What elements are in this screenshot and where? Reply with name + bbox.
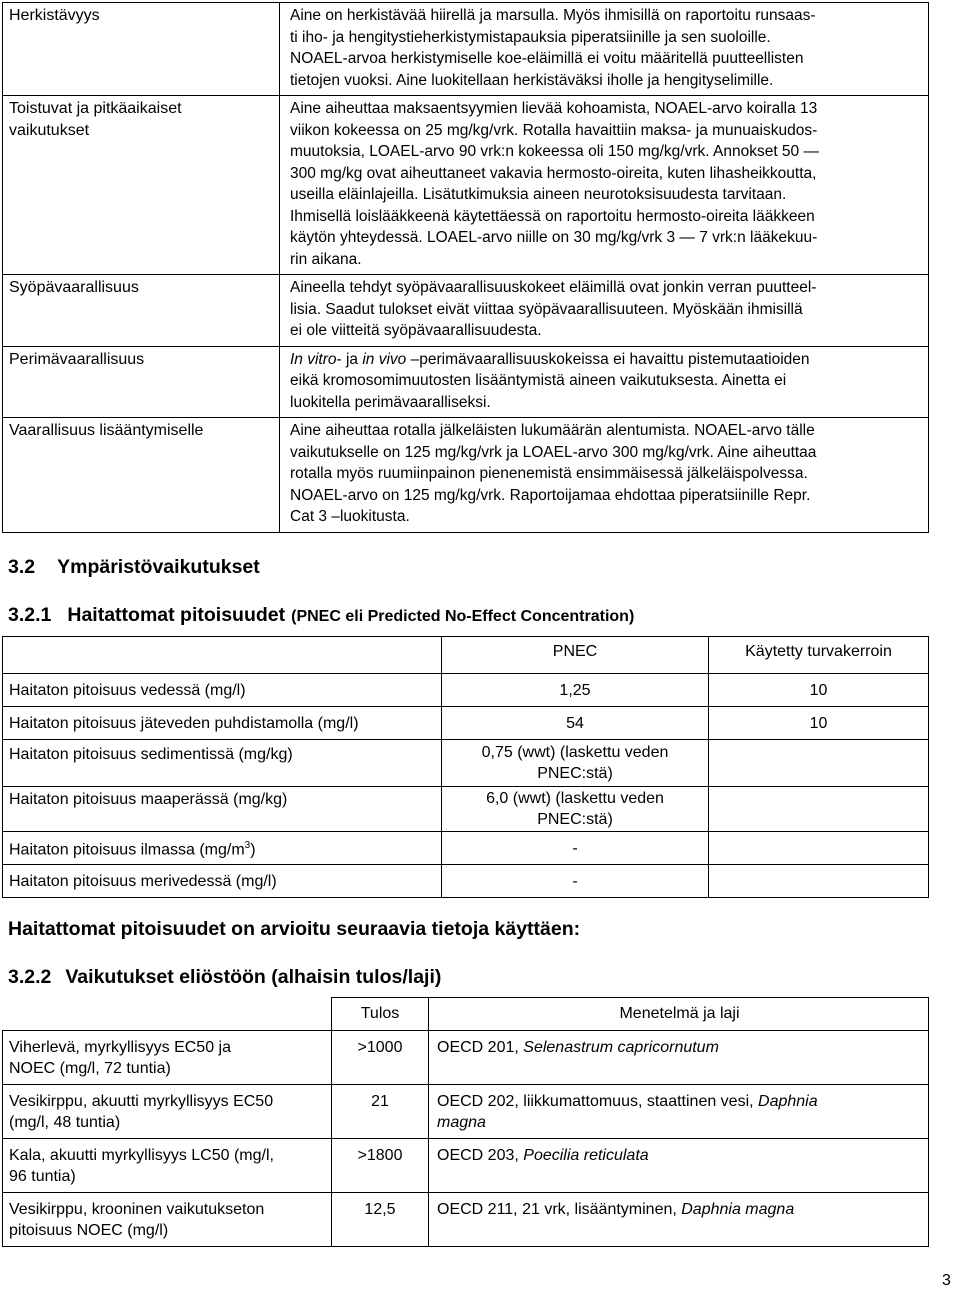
table-row — [3, 787, 929, 832]
row-label-line: Vesikirppu, krooninen vaikutukseton — [9, 1200, 265, 1218]
text-line: Cat 3 –luokitusta. — [290, 508, 410, 525]
text-fragment: perimävaarallisuuskokeissa ei havaittu pistemutaatioiden — [419, 350, 810, 368]
method-species — [429, 1192, 929, 1246]
text-line: tietojen vuoksi. Aine luokitellaan herkistäväksi iholle ja hengityselimille. — [290, 71, 774, 89]
table-header-row — [3, 637, 929, 674]
text-line: viikon kokeessa on 25 mg/kg/vrk. Rotalla havaittiin maksa- ja munuaiskudos- — [290, 121, 818, 139]
section-number: 3.2 — [8, 556, 36, 578]
italic-term: in vivo — [362, 350, 407, 368]
table-row — [3, 707, 929, 740]
result-value: 21 — [332, 1084, 429, 1138]
text-fragment: - ja — [336, 350, 363, 368]
text-line: Aine on herkistävää hiirellä ja marsulla. Myös ihmisillä on raportoitu runsaas- — [290, 7, 816, 24]
row-value — [280, 3, 929, 96]
column-header: Menetelmä ja laji — [429, 998, 929, 1031]
text-line: NOAEL-arvo on 125 mg/kg/vrk. Raportoijamaa ehdottaa piperatsiinille Repr. — [290, 486, 811, 504]
italic-term: In vitro — [290, 350, 337, 368]
row-label: Haitaton pitoisuus merivedessä (mg/l) — [3, 865, 442, 898]
pnec-value — [442, 740, 709, 787]
row-label — [3, 832, 442, 865]
text-fragment: – — [406, 350, 420, 368]
section-title: Haitattomat pitoisuudet — [67, 604, 286, 626]
section-title: Vaikutukset eliöstöön (alhaisin tulos/laji) — [65, 966, 442, 988]
text-line: Aine aiheuttaa rotalla jälkeläisten lukumäärän alentumista. NOAEL-arvo tälle — [290, 422, 815, 439]
species-name: Poecilia reticulata — [523, 1146, 649, 1164]
text-line: Ihmisellä loislääkkeenä käytettäessä on raportoitu hermosto-oireita lääkkeen — [290, 207, 815, 225]
safety-factor: 10 — [709, 707, 929, 740]
section-number: 3.2.2 — [8, 966, 52, 988]
section-heading-3-2-2 — [8, 966, 441, 989]
pnec-value-line: PNEC:stä) — [537, 765, 613, 782]
column-header: Käytetty turvakerroin — [709, 637, 929, 674]
safety-factor — [709, 832, 929, 865]
pnec-value-line: 6,0 (wwt) (laskettu veden — [486, 790, 664, 807]
row-value — [280, 275, 929, 347]
column-header: PNEC — [442, 637, 709, 674]
table-row — [3, 832, 929, 865]
text-line: ei ole viitteitä syöpävaarallisuudesta. — [290, 322, 542, 339]
method-species — [429, 1138, 929, 1192]
row-value — [280, 346, 929, 418]
text-line: lisia. Saadut tulokset eivät viittaa syöpävaarallisuuteen. Myöskään ihmisillä — [290, 300, 803, 318]
column-header — [3, 637, 442, 674]
section-heading-3-2 — [8, 556, 260, 579]
pnec-table — [2, 636, 929, 898]
result-value: >1800 — [332, 1138, 429, 1192]
table-row — [3, 674, 929, 707]
result-value: 12,5 — [332, 1192, 429, 1246]
section-subtitle: (PNEC eli Predicted No-Effect Concentration) — [291, 608, 635, 625]
row-label-text: Vaarallisuus lisääntymiselle — [9, 422, 204, 439]
table-row — [3, 418, 929, 533]
row-value — [280, 418, 929, 533]
table-header-row — [3, 998, 929, 1031]
method-text: OECD 203, — [437, 1146, 524, 1164]
row-label-line: (mg/l, 48 tuntia) — [9, 1114, 121, 1131]
pnec-value — [442, 787, 709, 832]
text-line: rin aikana. — [290, 250, 362, 268]
text-line: käytön yhteydessä. LOAEL-arvo niille on 30 mg/kg/vrk 3 — 7 vrk:n lääkekuu- — [290, 229, 818, 246]
table-row — [3, 275, 929, 347]
organism-effects-table — [2, 997, 929, 1247]
pnec-value-line: 0,75 (wwt) (laskettu veden — [481, 744, 669, 761]
safety-factor — [709, 865, 929, 898]
row-label: Haitaton pitoisuus vedessä (mg/l) — [3, 674, 442, 707]
text-line: rotalla myös ruumiinpainon pienenemistä ensimmäisessä jälkeläispolvessa. — [290, 465, 808, 482]
species-name: Selenastrum capricornutum — [523, 1038, 719, 1056]
row-label — [3, 346, 280, 418]
row-label — [3, 1084, 332, 1138]
table-row — [3, 346, 929, 418]
row-value — [280, 96, 929, 275]
safety-factor — [709, 787, 929, 832]
row-label-line: Vesikirppu, akuutti myrkyllisyys EC50 — [9, 1092, 274, 1110]
column-header: Tulos — [332, 998, 429, 1031]
row-label-line: NOEC (mg/l, 72 tuntia) — [9, 1060, 171, 1077]
text-line: vaikutukselle on 125 mg/kg/vrk ja LOAEL-arvo 300 mg/kg/vrk. Aine aiheuttaa — [290, 443, 817, 461]
species-name: Daphnia — [758, 1092, 818, 1110]
section-number: 3.2.1 — [8, 604, 52, 626]
table-row — [3, 740, 929, 787]
text-line: muutoksia, LOAEL-arvo 90 vrk:n kokeessa oli 150 mg/kg/vrk. Annokset 50 — — [290, 143, 819, 160]
row-label — [3, 418, 280, 533]
row-label — [3, 96, 280, 275]
row-label: Haitaton pitoisuus sedimentissä (mg/kg) — [3, 740, 442, 787]
row-label — [3, 1030, 332, 1084]
row-label — [3, 275, 280, 347]
row-label-line: Viherlevä, myrkyllisyys EC50 ja — [9, 1038, 231, 1056]
row-label: Haitaton pitoisuus jäteveden puhdistamolla (mg/l) — [3, 707, 442, 740]
row-label-text: Toistuvat ja pitkäaikaiset — [9, 100, 182, 117]
text-line: Aine aiheuttaa maksaentsyymien lievää kohoamista, NOAEL-arvo koiralla 13 — [290, 100, 818, 117]
page-number: 3 — [942, 1272, 951, 1289]
text-line: eikä kromosomimuutosten lisääntymistä aineen vaikutuksesta. Ainetta ei — [290, 372, 787, 389]
text-line: NOAEL-arvoa herkistymiselle koe-eläimillä ei voitu määritellä puutteellisten — [290, 50, 804, 67]
row-label-text: Haitaton pitoisuus ilmassa (mg/m — [9, 841, 245, 859]
row-label-line: Kala, akuutti myrkyllisyys LC50 (mg/l, — [9, 1146, 274, 1164]
row-label-text: Herkistävyys — [9, 7, 100, 24]
row-label-text: ) — [250, 841, 256, 859]
result-value: >1000 — [332, 1030, 429, 1084]
method-text: OECD 201, — [437, 1038, 524, 1056]
row-label-line: pitoisuus NOEC (mg/l) — [9, 1222, 169, 1239]
row-label-text: vaikutukset — [9, 121, 90, 139]
table-row — [3, 865, 929, 898]
row-label — [3, 3, 280, 96]
pnec-value: 54 — [442, 707, 709, 740]
safety-factor: 10 — [709, 674, 929, 707]
species-name: magna — [437, 1114, 486, 1131]
row-label-text: Syöpävaarallisuus — [9, 279, 139, 296]
text-line: luokitella perimävaaralliseksi. — [290, 393, 491, 411]
text-line — [290, 349, 920, 371]
method-text: OECD 202, liikkumattomuus, staattinen vesi, — [437, 1092, 759, 1110]
method-species — [429, 1084, 929, 1138]
row-label-line: 96 tuntia) — [9, 1168, 76, 1185]
table-row — [3, 1192, 929, 1246]
method-text: OECD 211, 21 vrk, lisääntyminen, — [437, 1200, 682, 1218]
table-row — [3, 1030, 929, 1084]
table-row — [3, 3, 929, 96]
section-title: Ympäristövaikutukset — [57, 556, 260, 578]
superscript: 3 — [244, 840, 251, 852]
text-line: 300 mg/kg ovat aiheuttaneet vakavia hermosto-oireita, kuten lihasheikkoutta, — [290, 164, 817, 182]
text-line: Aineella tehdyt syöpävaarallisuuskokeet eläimillä ovat jonkin verran puutteel- — [290, 279, 817, 296]
method-species — [429, 1030, 929, 1084]
section-heading-3-2-1 — [8, 604, 634, 627]
row-label-text: Perimävaarallisuus — [9, 350, 145, 368]
row-label: Haitaton pitoisuus maaperässä (mg/kg) — [3, 787, 442, 832]
table-row — [3, 96, 929, 275]
text-line: ti iho- ja hengitystieherkistymistapauksia piperatsiinille ja sen suoloille. — [290, 28, 771, 46]
pnec-value: 1,25 — [442, 674, 709, 707]
estimation-heading: Haitattomat pitoisuudet on arvioitu seuraavia tietoja käyttäen: — [8, 918, 581, 940]
table-row — [3, 1084, 929, 1138]
row-label — [3, 1138, 332, 1192]
pnec-value: - — [442, 865, 709, 898]
row-label — [3, 1192, 332, 1246]
column-header — [3, 998, 332, 1031]
table-row — [3, 1138, 929, 1192]
species-name: Daphnia magna — [681, 1200, 795, 1218]
safety-factor — [709, 740, 929, 787]
toxicology-table — [2, 2, 929, 533]
text-line: useilla eläinlajeilla. Lisätutkimuksia aineen neurotoksisuudesta tarvitaan. — [290, 186, 787, 203]
pnec-value: - — [442, 832, 709, 865]
pnec-value-line: PNEC:stä) — [537, 811, 613, 828]
